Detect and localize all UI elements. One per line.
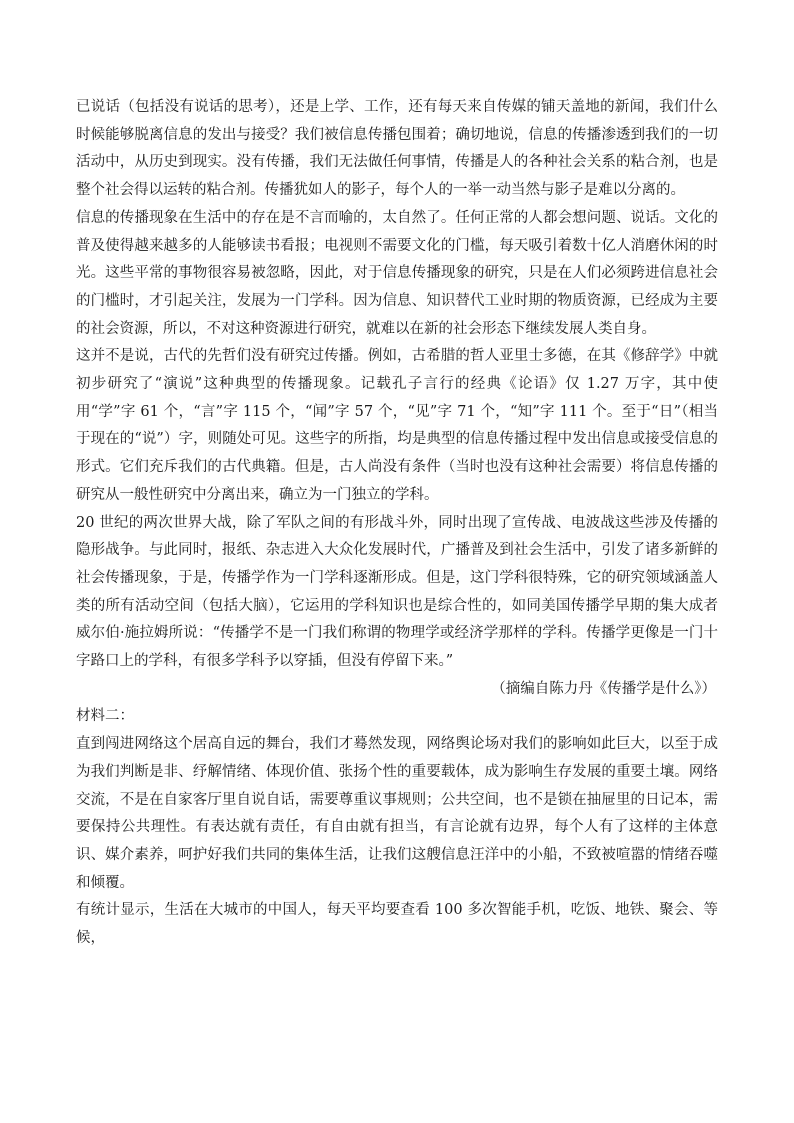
document-page — [76, 94, 718, 953]
paragraph-2: 信息的传播现象在生活中的存在是不言而喻的，太自然了。任何正常的人都会想问题、说话。文化的普及使得越来越多的人能够读书看报；电视则不需要文化的门槛，每天吸引着数十亿人消磨休闲的时光。这些平常的事物很容易被忽略，因此，对于信息传播现象的研究，只是在人们必须跨进信息社会的门槛时，才引起关注，发展为一门学科。因为信息、知识替代工业时期的物质资源，已经成为主要的社会资源，所以，不对这种资源进行研究，就难以在新的社会形态下继续发展人类自身。 — [76, 209, 718, 337]
paragraph-3: 这并不是说，古代的先哲们没有研究过传播。例如，古希腊的哲人亚里士多德，在其《修辞学》中就初步研究了“演说”这种典型的传播现象。记载孔子言行的经典《论语》仅 1.27 万字，其中使用“学”字 61 个，“言”字 115 个，“闻”字 57 个，“见”字 71 个，“知”字 111 个。至于“日”（相当于现在的“说”）字，则随处可见。这些字的所指，均是典型的信息传播过程中发出信息或接受信息的形式。它们充斥我们的古代典籍。但是，古人尚没有条件（当时也没有这种社会需要）将信息传播的研究从一般性研究中分离出来，确立为一门独立的学科。 — [76, 348, 718, 503]
paragraph-6: 有统计显示，生活在大城市的中国人，每天平均要查看 100 多次智能手机，吃饭、地铁、聚会、等候， — [76, 902, 718, 947]
paragraph-4: 20 世纪的两次世界大战，除了军队之间的有形战斗外，同时出现了宣传战、电波战这些涉及传播的隐形战争。与此同时，报纸、杂志进入大众化发展时代，广播普及到社会生活中，引发了诸多新鲜的社会传播现象，于是，传播学作为一门学科逐渐形成。但是，这门学科很特殊，它的研究领域涵盖人类的所有活动空间（包括大脑），它运用的学科知识也是综合性的，如同美国传播学早期的集大成者威尔伯·施拉姆所说：“传播学不是一门我们称谓的物理学或经济学那样的学科。传播学更像是一门十字路口上的学科，有很多学科予以穿插，但没有停留下来。” — [76, 514, 718, 670]
section-heading-material-2: 材料二： — [76, 708, 134, 725]
source-citation: （摘编自陈力丹《传播学是什么》） — [491, 680, 716, 697]
paragraph-5: 直到闯进网络这个居高自远的舞台，我们才蓦然发现，网络舆论场对我们的影响如此巨大，以至于成为我们判断是非、纾解情绪、体现价值、张扬个性的重要载体，成为影响生存发展的重要土壤。网络交流，不是在自家客厅里自说自话，需要尊重议事规则；公共空间，也不是锁在抽屉里的日记本，需要保持公共理性。有表达就有责任，有自由就有担当，有言论就有边界，每个人有了这样的主体意识、媒介素养，呵护好我们共同的集体生活，让我们这艘信息汪洋中的小船，不致被喧嚣的情绪吞噬和倾覆。 — [76, 736, 718, 891]
paragraph-1: 已说话（包括没有说话的思考），还是上学、工作，还有每天来自传媒的铺天盖地的新闻，我们什么时候能够脱离信息的发出与接受？我们被信息传播包围着；确切地说，信息的传播渗透到我们的一切活动中，从历史到现实。没有传播，我们无法做任何事情，传播是人的各种社会关系的粘合剂，也是整个社会得以运转的粘合剂。传播犹如人的影子，每个人的一举一动当然与影子是难以分离的。 — [76, 99, 718, 199]
